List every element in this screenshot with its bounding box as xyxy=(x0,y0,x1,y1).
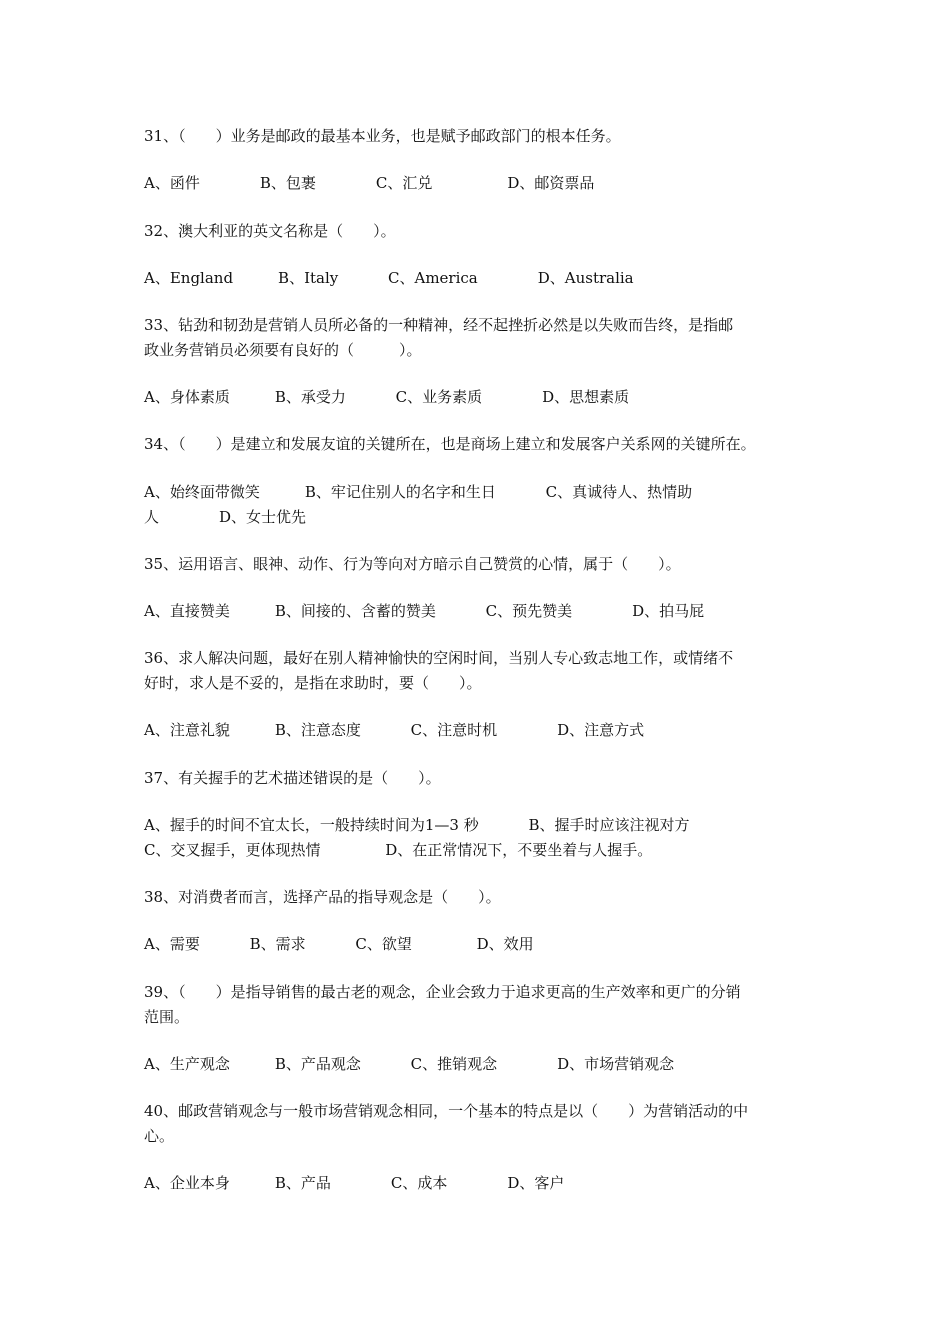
question-36-options: A、注意礼貌 B、注意态度 C、注意时机 D、注意方式 xyxy=(144,721,645,739)
question-39-stem-line-1: 39、（ ）是指导销售的最古老的观念，企业会致力于追求更高的生产效率和更广的分销 xyxy=(144,983,741,1001)
question-37-options-line-2: C、交叉握手，更体现热情 D、在正常情况下，不要坐着与人握手。 xyxy=(144,841,653,859)
question-36-stem-line-1: 36、求人解决问题，最好在别人精神愉快的空闲时间，当别人专心致志地工作，或情绪不 xyxy=(144,649,734,667)
question-37-options-line-1: A、握手的时间不宜太长，一般持续时间为1—3 秒 B、握手时应该注视对方 xyxy=(144,816,690,834)
question-38-options: A、需要 B、需求 C、欲望 D、效用 xyxy=(144,935,534,953)
question-40-stem-line-2: 心。 xyxy=(144,1127,175,1145)
question-32-options: A、England B、Italy C、America D、Australia xyxy=(144,269,634,287)
question-39-stem-line-2: 范围。 xyxy=(144,1008,190,1026)
question-35-stem: 35、运用语言、眼神、动作、行为等向对方暗示自己赞赏的心情，属于（ ）。 xyxy=(144,555,681,573)
question-34-options-line-2: 人 D、女士优先 xyxy=(144,508,307,526)
question-40-stem-line-1: 40、邮政营销观念与一般市场营销观念相同，一个基本的特点是以（ ）为营销活动的中 xyxy=(144,1102,749,1120)
question-36-stem-line-2: 好时，求人是不妥的，是指在求助时，要（ ）。 xyxy=(144,674,482,692)
question-31-stem: 31、（ ）业务是邮政的最基本业务，也是赋予邮政部门的根本任务。 xyxy=(144,127,621,145)
question-39-options: A、生产观念 B、产品观念 C、推销观念 D、市场营销观念 xyxy=(144,1055,675,1073)
question-40-options: A、企业本身 B、产品 C、成本 D、客户 xyxy=(144,1174,565,1192)
question-35-options: A、直接赞美 B、间接的、含蓄的赞美 C、预先赞美 D、拍马屁 xyxy=(144,602,705,620)
question-32-stem: 32、澳大利亚的英文名称是（ ）。 xyxy=(144,222,396,240)
question-37-stem: 37、有关握手的艺术描述错误的是（ ）。 xyxy=(144,769,441,787)
question-33-stem-line-1: 33、钻劲和韧劲是营销人员所必备的一种精神，经不起挫折必然是以失败而告终，是指邮 xyxy=(144,316,734,334)
question-34-stem: 34、（ ）是建立和发展友谊的关键所在，也是商场上建立和发展客户关系网的关键所在。 xyxy=(144,435,756,453)
question-33-stem-line-2: 政业务营销员必须要有良好的（ ）。 xyxy=(144,341,422,359)
question-38-stem: 38、对消费者而言，选择产品的指导观念是（ ）。 xyxy=(144,888,501,906)
question-33-options: A、身体素质 B、承受力 C、业务素质 D、思想素质 xyxy=(144,388,630,406)
question-31-options: A、函件 B、包裹 C、汇兑 D、邮资票品 xyxy=(144,174,595,192)
question-34-options-line-1: A、始终面带微笑 B、牢记住别人的名字和生日 C、真诚待人、热情助 xyxy=(144,483,693,501)
